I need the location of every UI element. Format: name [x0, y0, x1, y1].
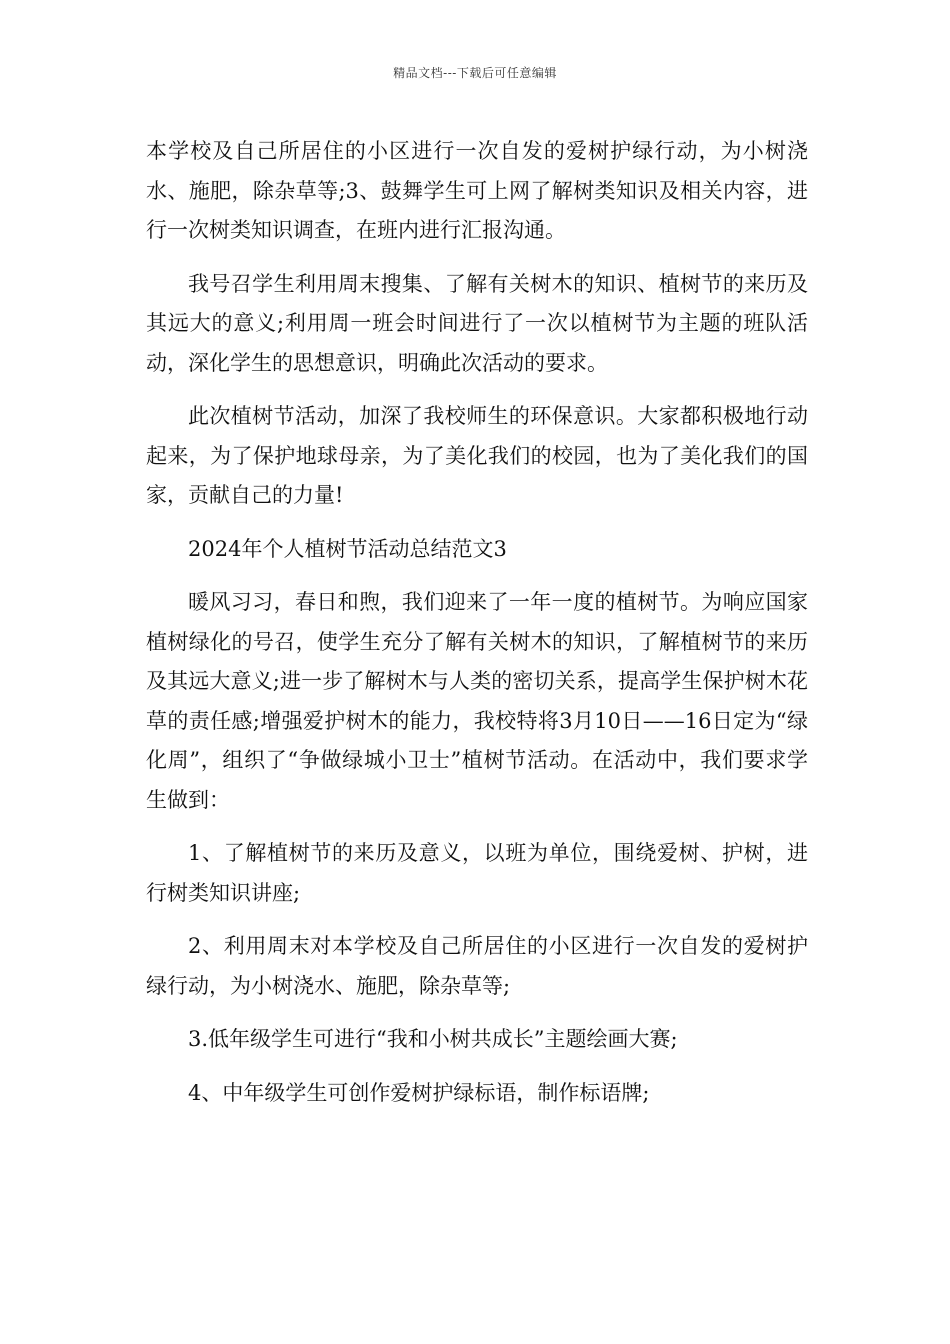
list-item-3: 3.低年级学生可进行“我和小树共成长”主题绘画大赛;	[188, 1027, 678, 1051]
document-body	[146, 132, 808, 1127]
section-title: 2024年个人植树节活动总结范文3	[188, 536, 507, 561]
paragraph-weekend-collect: 我号召学生利用周末搜集、了解有关树木的知识、植树节的来历及其远大的意义;利用周一班会时间进行了一次以植树节为主题的班队活动，深化学生的思想意识，明确此次活动的要求。	[146, 271, 808, 375]
paragraph-continuation: 本学校及自己所居住的小区进行一次自发的爱树护绿行动，为小树浇水、施肥，除杂草等;3、鼓舞学生可上网了解树类知识及相关内容，进行一次树类知识调查，在班内进行汇报沟通。	[146, 139, 808, 242]
list-item-1: 1、了解植树节的来历及意义，以班为单位，围绕爱树、护树，进行树类知识讲座;	[146, 841, 808, 905]
paragraph-intro: 暖风习习，春日和煦，我们迎来了一年一度的植树节。为响应国家植树绿化的号召，使学生充分了解有关树木的知识，了解植树节的来历及其远大意义;进一步了解树木与人类的密切关系，提高学生保护树木花草的责任感;增强爱护树木的能力，我校特将3月10日——16日定为“绿化周”，组织了“争做绿城小卫士”植树节活动。在活动中，我们要求学生做到：	[146, 590, 808, 812]
page-header: 精品文档---下载后可任意编辑	[393, 66, 557, 80]
list-item-4: 4、中年级学生可创作爱树护绿标语，制作标语牌;	[188, 1080, 650, 1105]
paragraph-conclusion: 此次植树节活动，加深了我校师生的环保意识。大家都积极地行动起来，为了保护地球母亲，为了美化我们的校园，也为了美化我们的国家，贡献自己的力量!	[146, 404, 808, 507]
list-item-2: 2、利用周末对本学校及自己所居住的小区进行一次自发的爱树护绿行动，为小树浇水、施肥，除杂草等;	[146, 934, 808, 998]
